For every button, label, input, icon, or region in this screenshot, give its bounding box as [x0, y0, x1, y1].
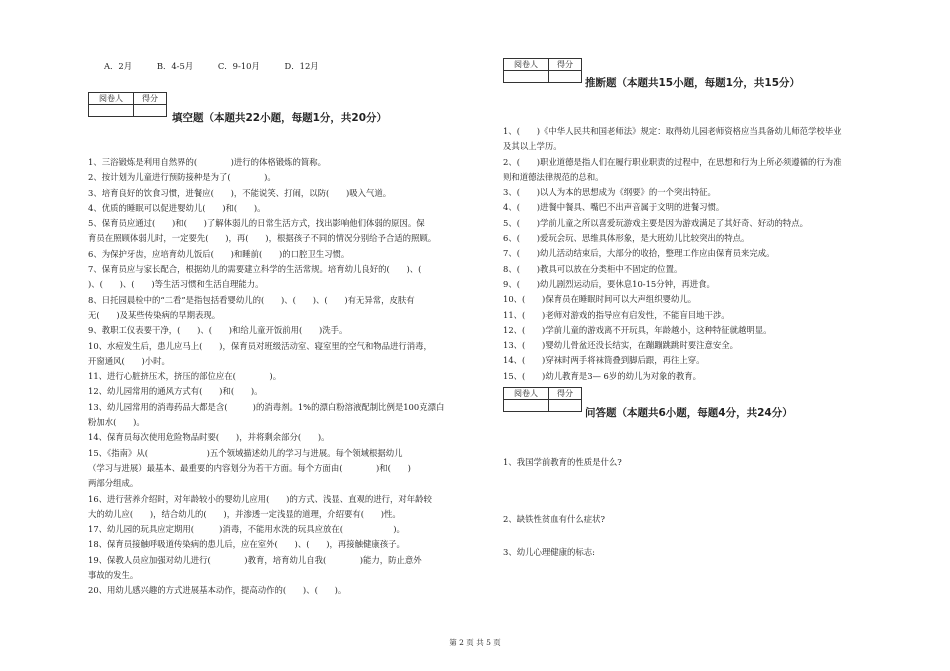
- judge-line: 6、( )爱玩会玩、思维具体形象，是大班幼儿比较突出的特点。: [503, 233, 750, 244]
- judge-scorebox: [503, 58, 582, 83]
- judge-line: 14、( )穿袜时两手将袜筒叠到脚后跟，再往上穿。: [503, 355, 705, 366]
- fill-line: 20、用幼儿感兴趣的方式进展基本动作，提高动作的( )、( )。: [88, 585, 347, 596]
- fill-scorebox: [88, 92, 167, 117]
- fill-line: 5、保育员应通过( )和( )了解体弱儿的日常生活方式，找出影响他们体弱的原因。保: [88, 218, 425, 229]
- qa-section-title: 问答题（本题共6小题，每题4分，共24分）: [585, 407, 793, 419]
- option-c: C．9-10月: [217, 61, 260, 71]
- judge-section-title: 推断题（本题共15小题，每题1分，共15分）: [585, 77, 801, 89]
- scorebox-score-label: 得分: [549, 388, 582, 400]
- fill-line: 11、进行心脏挤压术，挤压的部位应在( )。: [88, 371, 282, 382]
- judge-line: 2、( )职业道德是指人们在履行职业职责的过程中，在思想和行为上所必须遵循的行为准: [503, 156, 842, 167]
- fill-line: 18、保育员接触呼吸道传染病的患儿后，应在室外( )、( )，再接触健康孩子。: [88, 539, 405, 550]
- qa-question-3: 3、幼儿心理健康的标志:: [503, 547, 595, 557]
- fill-section-body: [88, 155, 480, 599]
- fill-line: 开窗通风( )小时。: [88, 355, 170, 366]
- fill-line: 育员在照顾体弱儿时，一定要先( )，再( )，根据孩子不同的情况分别给予合适的照顾。: [88, 233, 437, 244]
- qa-question-1: 1、我国学前教育的性质是什么?: [503, 457, 622, 467]
- fill-section-title: 填空题（本题共22小题，每题1分，共20分）: [172, 112, 388, 124]
- option-d: D．12月: [284, 61, 319, 71]
- judge-line: 5、( )学前儿童之所以喜爱玩游戏主要是因为游戏满足了其好奇、好动的特点。: [503, 217, 808, 228]
- fill-line: 19、保教人员应加强对幼儿进行( )教育，培育幼儿自我( )能力，防止意外: [88, 554, 422, 565]
- option-b: B．4-5月: [156, 61, 194, 71]
- judge-line: 12、( )学前儿童的游戏离不开玩具，年龄越小，这种特征就越明显。: [503, 324, 772, 335]
- qa-question-2: 2、缺铁性贫血有什么症状?: [503, 514, 605, 524]
- fill-line: 17、幼儿园的玩具应定期用( )消毒，不能用水洗的玩具应放在( )。: [88, 524, 405, 535]
- fill-line: 1、三浴锻炼是利用自然界的( )进行的体格锻炼的简称。: [88, 157, 326, 167]
- judge-line: 8、( )教具可以放在分类柜中不固定的位置。: [503, 263, 683, 274]
- fill-line: 大的幼儿应( )，结合幼儿的( )，并渗透一定浅显的道理，介绍要有( )性。: [88, 508, 401, 519]
- fill-line: 无( )及某些传染病的早期表现。: [88, 309, 221, 320]
- fill-line: 7、保育员应与家长配合，根据幼儿的需要建立科学的生活常规。培育幼儿良好的( )、(: [88, 264, 439, 275]
- page-footer: 第 2 页 共 5 页: [449, 638, 501, 647]
- fill-line: 9、教职工仪表要干净，( )、( )和给儿童开饭前用( )洗手。: [88, 325, 348, 336]
- fill-line: 12、幼儿园常用的通风方式有( )和( )。: [88, 386, 263, 397]
- judge-line: 则和道德法律规范的总和。: [503, 171, 604, 182]
- judge-line: 3、( )以人为本的思想成为《纲要》的一个突出特征。: [503, 187, 716, 198]
- fill-line: 4、优质的睡眠可以促进婴幼儿( )和( )。: [88, 202, 266, 213]
- fill-line: 事故的发生。: [88, 570, 139, 581]
- qa-scorebox: [503, 387, 582, 412]
- judge-line: 1、( )《中华人民共和国老师法》规定：取得幼儿园老师资格应当具备幼儿师范学校毕业: [503, 126, 842, 136]
- option-a: A．2月: [104, 61, 133, 71]
- judge-line: 15、( )幼儿教育是3— 6岁的幼儿为对象的教育。: [503, 370, 702, 381]
- fill-line: 3、培育良好的饮食习惯，进餐应( )，不能说笑、打闹，以防( )吸入气道。: [88, 187, 392, 198]
- judge-line: 13、( )婴幼儿骨盆还没长结实，在蹦蹦跳跳时要注意安全。: [503, 340, 738, 351]
- scorebox-score-label: 得分: [549, 59, 582, 71]
- fill-line: 8、日托园晨检中的“二看”是指包括看婴幼儿的( )、( )、( )有无异常，皮肤有: [88, 294, 415, 305]
- fill-line: 两部分组成。: [88, 478, 139, 489]
- fill-line: 14、保育员每次使用危险物品时要( )，并将剩余部分( )。: [88, 432, 330, 443]
- fill-line: （学习与进展）最基本、最重要的内容划分为若干方面。每个方面由( )和( ): [88, 462, 411, 473]
- fill-line: 16、进行营养介绍时，对年龄较小的婴幼儿应用( )的方式、浅显、直观的进行，对年龄较: [88, 493, 432, 504]
- fill-line: 13、幼儿园常用的消毒药品大都是含( )的消毒剂。1%的漂白粉溶液配制比例是100克漂白: [88, 401, 445, 412]
- fill-line: 15、《指南》从( )五个领域描述幼儿的学习与进展。每个领域根据幼儿: [88, 447, 403, 458]
- judge-line: 10、( )保育员在睡眠时间可以大声组织婴幼儿。: [503, 294, 697, 305]
- judge-line: 11、( )老师对游戏的指导应有启发性，不能盲目地干涉。: [503, 309, 730, 320]
- judge-line: 9、( )幼儿剧烈运动后，要休息10-15分钟，再进食。: [503, 278, 715, 289]
- top-options: [104, 60, 341, 72]
- scorebox-grader-label: 阅卷人: [504, 59, 549, 71]
- scorebox-score-label: 得分: [134, 93, 167, 105]
- fill-line: 6、为保护牙齿，应培育幼儿饭后( )和睡前( )的口腔卫生习惯。: [88, 248, 350, 259]
- fill-line: 2、按计划为儿童进行预防接种是为了( )。: [88, 172, 276, 183]
- judge-line: 7、( )幼儿活动结束后，大部分的收拾，整理工作应由保育员来完成。: [503, 248, 775, 259]
- scorebox-grader-label: 阅卷人: [504, 388, 549, 400]
- fill-line: )、( )、( )等生活习惯和生活自理能力。: [88, 279, 264, 290]
- judge-line: 及其以上学历。: [503, 141, 562, 152]
- fill-line: 粉加水( )。: [88, 417, 145, 428]
- judge-line: 4、( )进餐中餐具、嘴巴不出声音属于文明的进餐习惯。: [503, 202, 725, 213]
- scorebox-grader-label: 阅卷人: [89, 93, 134, 105]
- fill-line: 10、水痘发生后，患儿应马上( )，保育员对班级活动室、寝室里的空气和物品进行消毒，: [88, 340, 432, 351]
- judge-section-body: [503, 124, 888, 384]
